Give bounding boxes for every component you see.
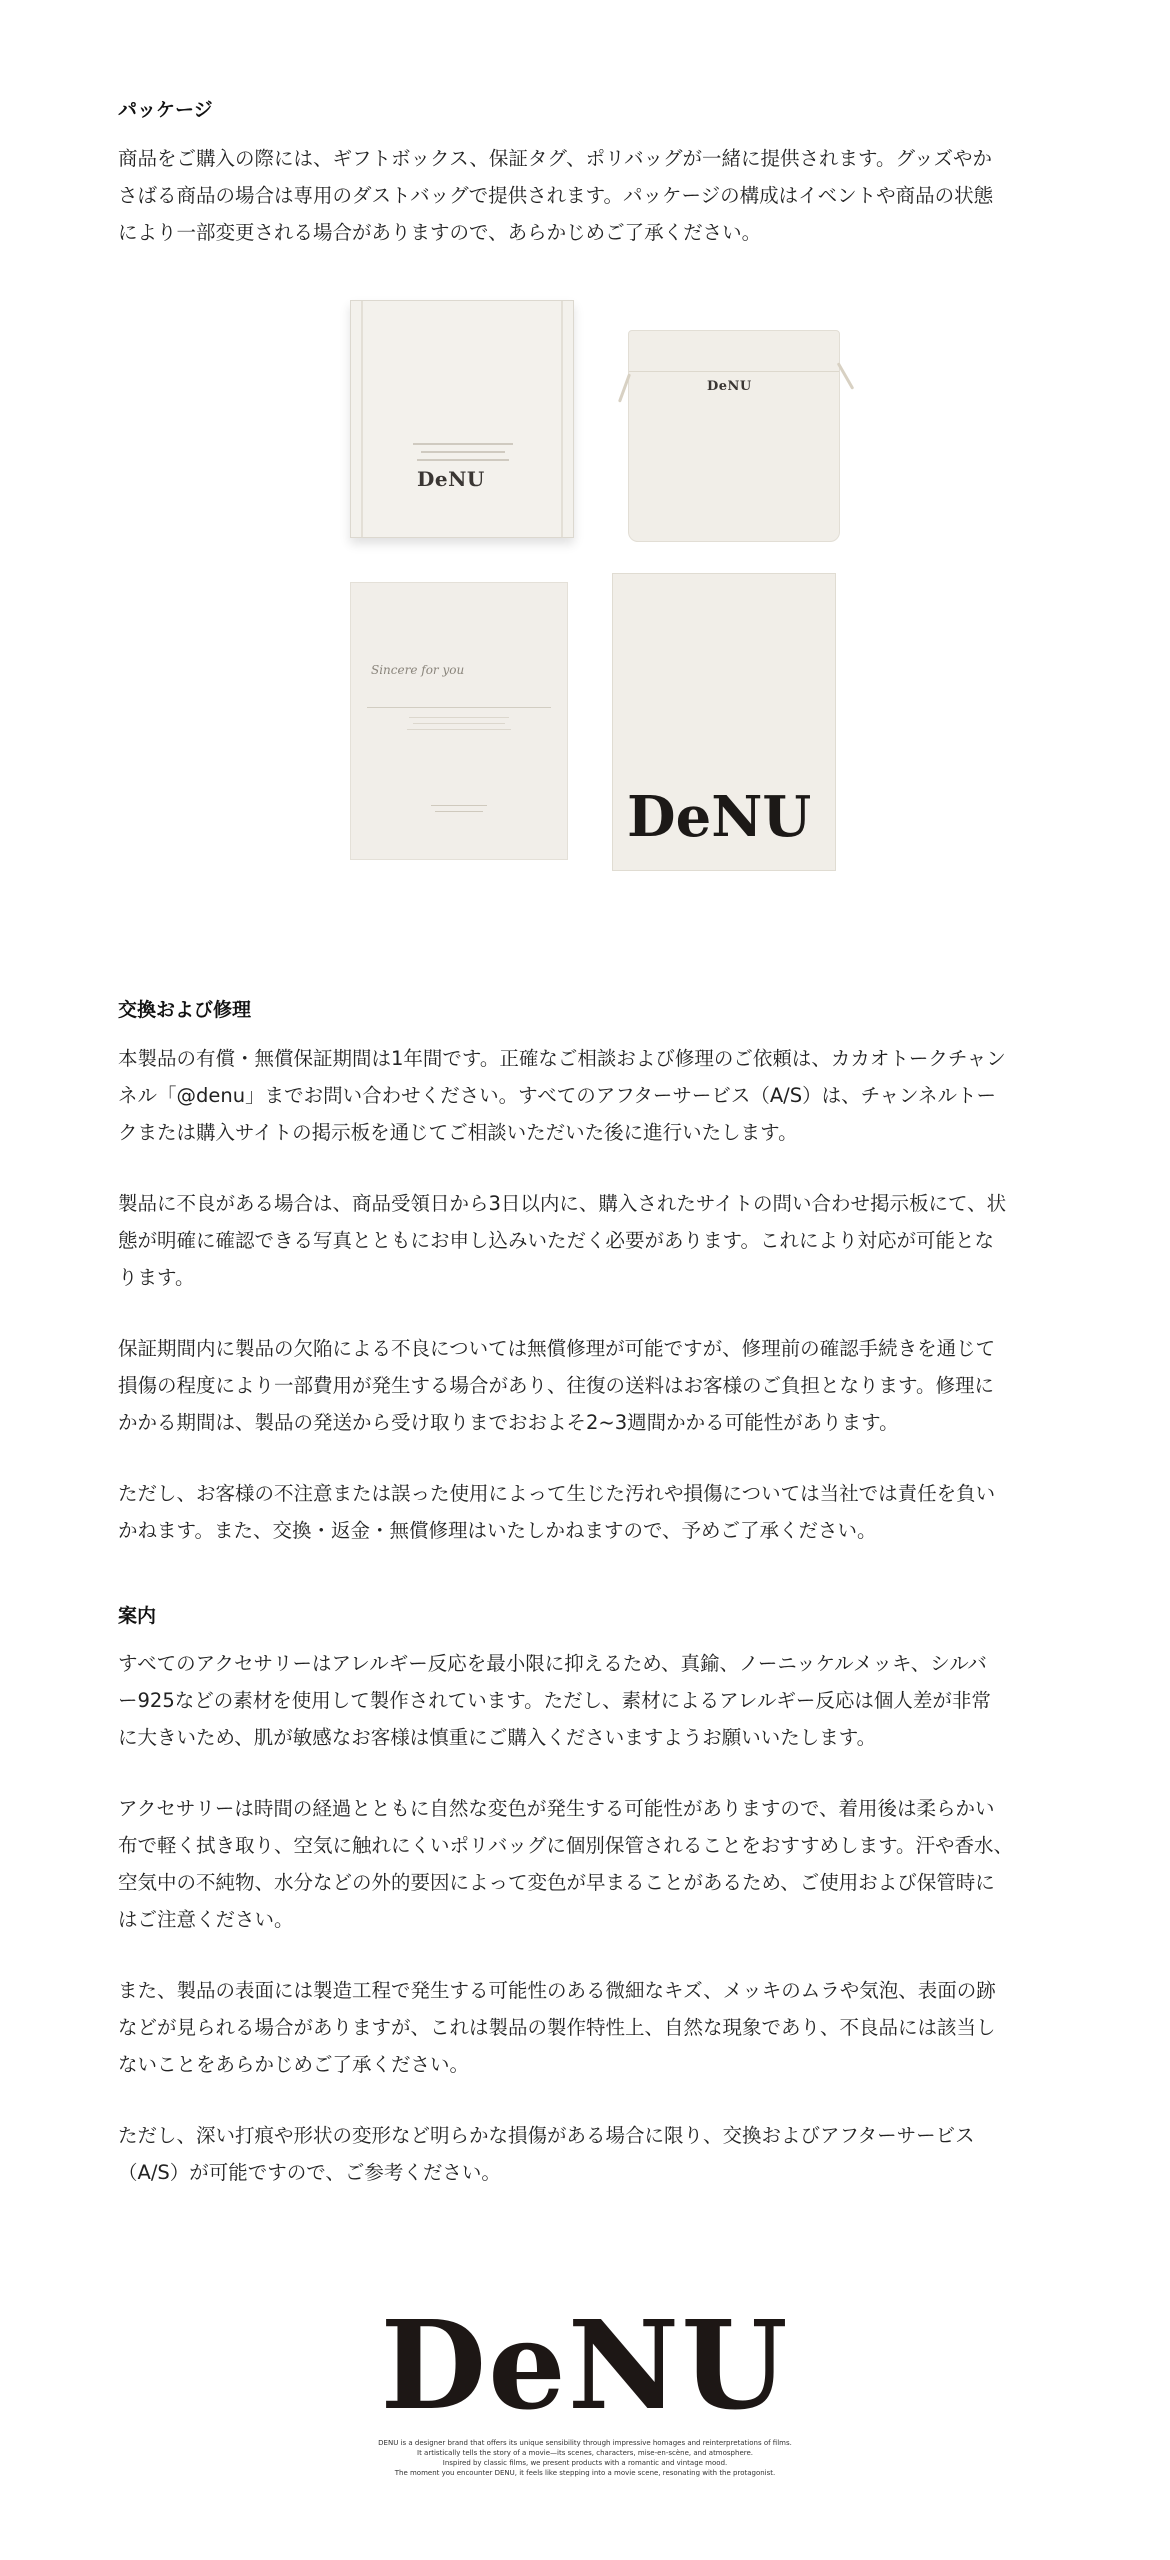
bag-logo: DeNU bbox=[627, 784, 812, 850]
exchange-paragraph-2: 製品に不良がある場合は、商品受領日から3日以内に、購入されたサイトの問い合わせ掲示板にて、状 態が明確に確認できる写真とともにお申し込みいただく必要があります。これにより対応が可能とな ります。 bbox=[118, 1192, 1007, 1289]
packaging-text: 商品をご購入の際には、ギフトボックス、保証タグ、ポリバッグが一緒に提供されます。グッズやか さばる商品の場合は専用のダストバッグで提供されます。パッケージの構成はイベントや商品の状態 により一部変更される場合がありますので、あらかじめご了承ください。 bbox=[118, 147, 994, 244]
warranty-card-image bbox=[350, 582, 568, 860]
packaging-heading: パッケージ bbox=[118, 99, 213, 121]
guide-paragraph-3: また、製品の表面には製造工程で発生する可能性のある微細なキズ、メッキのムラや気泡、表面の跡 などが見られる場合がありますが、これは製品の製作特性上、自然な現象であり、不良品には該当し ないことをあらかじめご了承ください。 bbox=[118, 1979, 996, 2076]
footer-brand-description: DENU is a designer brand that offers its unique sensibility through impressive homages and reinterpretations of films. It artistically tells the story of a movie—its scenes, characters, mise-en-scène, and atmosphere. Inspired by classic films, we present products with a romantic and vintage mood. The moment you encounter DENU, it feels like stepping into a movie scene, resonating with the protagonist. bbox=[378, 2439, 792, 2477]
exchange-paragraph-3: 保証期間内に製品の欠陥による不良については無償修理が可能ですが、修理前の確認手続きを通じて 損傷の程度により一部費用が発生する場合があり、往復の送料はお客様のご負担となります。修理に かかる期間は、製品の発送から受け取りまでおおよそ2~3週間かかる可能性があります。 bbox=[118, 1337, 996, 1434]
guide-paragraph-1: すべてのアクセサリーはアレルギー反応を最小限に抑えるため、真鍮、ノーニッケルメッキ、シルバ ー925などの素材を使用して製作されています。ただし、素材によるアレルギー反応は個人差が非常 に大きいため、肌が敏感なお客様は慎重にご購入くださいますようお願いいたします。 bbox=[118, 1652, 991, 1749]
guide-heading: 案内 bbox=[118, 1605, 157, 1627]
shopping-bag-image bbox=[612, 573, 836, 871]
guide-paragraph-2: アクセサリーは時間の経過とともに自然な変色が発生する可能性がありますので、着用後は柔らかい 布で軽く拭き取り、空気に触れにくいポリバッグに個別保管されることをおすすめします。汗や香水、 空気中の不純物、水分などの外的要因によって変色が早まることがあるため、ご使用および保管時に はご注意ください。 bbox=[118, 1797, 1014, 1931]
pouch-logo: DeNU bbox=[707, 379, 752, 394]
exchange-paragraph-4: ただし、お客様の不注意または誤った使用によって生じた汚れや損傷については当社では責任を負い かねます。また、交換・返金・無償修理はいたしかねますので、予めご了承ください。 bbox=[118, 1482, 996, 1542]
exchange-paragraph-1: 本製品の有償・無償保証期間は1年間です。正確なご相談および修理のご依頼は、カカオトークチャン ネル「@denu」までお問い合わせください。すべてのアフターサービス（A/S）は、チャンネルトー クまたは購入サイトの掲示板を通じてご相談いただいた後に進行いたします。 bbox=[118, 1047, 1006, 1144]
card-script-text: Sincere for you bbox=[371, 663, 465, 677]
dust-pouch-image bbox=[628, 330, 840, 542]
gift-box-image bbox=[350, 300, 574, 538]
guide-paragraph-4: ただし、深い打痕や形状の変形など明らかな損傷がある場合に限り、交換およびアフターサービス （A/S）が可能ですので、ご参考ください。 bbox=[118, 2124, 975, 2184]
footer-brand-logo: DeNU bbox=[380, 2293, 790, 2437]
gift-box-logo: DeNU bbox=[417, 467, 485, 491]
exchange-heading: 交換および修理 bbox=[118, 999, 252, 1021]
